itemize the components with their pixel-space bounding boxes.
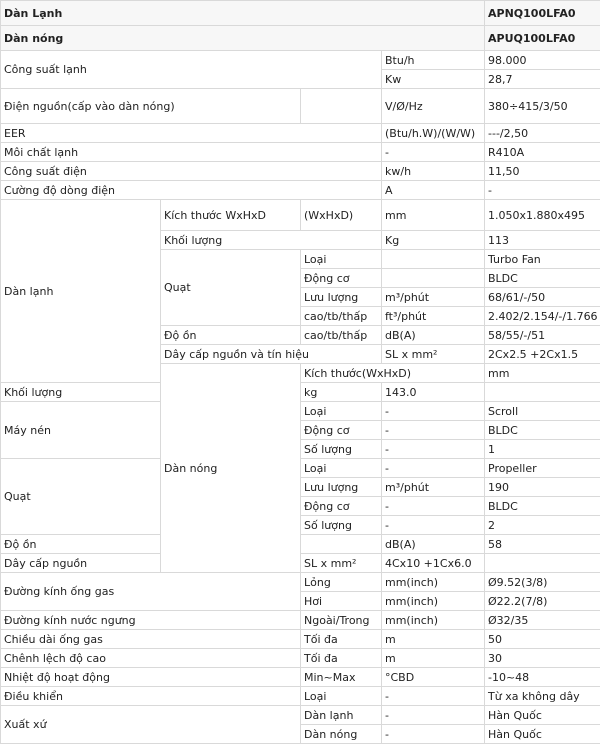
spec-cell: Kích thước WxHxD <box>161 200 301 231</box>
spec-cell: SL x mm² <box>301 554 382 573</box>
spec-cell: mm(inch) <box>382 592 485 611</box>
spec-cell: Số lượng <box>301 516 382 535</box>
spec-cell: 2 <box>485 516 600 535</box>
spec-row <box>1 611 600 630</box>
spec-row <box>1 181 600 200</box>
spec-cell: 11,50 <box>485 162 600 181</box>
spec-cell: ft³/phút <box>382 307 485 326</box>
spec-cell: Nhiệt độ hoạt động <box>1 668 301 687</box>
spec-cell: kg <box>301 383 382 402</box>
indoor-unit-label: Dàn Lạnh <box>1 1 485 26</box>
spec-row <box>1 162 600 181</box>
spec-cell: Kích thước(WxHxD) <box>301 364 485 383</box>
spec-cell: Chênh lệch độ cao <box>1 649 301 668</box>
spec-row <box>1 200 600 231</box>
spec-cell: Đường kính nước ngưng <box>1 611 301 630</box>
outdoor-unit-label: Dàn nóng <box>1 26 485 51</box>
spec-cell: Độ ồn <box>161 326 301 345</box>
spec-cell: Xuất xứ <box>1 706 301 744</box>
spec-cell: mm(inch) <box>382 611 485 630</box>
spec-cell: Dây cấp nguồn và tín hiệu <box>161 345 382 364</box>
spec-cell: °CBD <box>382 668 485 687</box>
spec-cell: Hơi <box>301 592 382 611</box>
spec-cell: Loại <box>301 402 382 421</box>
spec-cell: (WxHxD) <box>301 200 382 231</box>
spec-cell: Ø32/35 <box>485 611 600 630</box>
spec-cell: 2.402/2.154/-/1.766 <box>485 307 600 326</box>
spec-cell: Ø22.2(7/8) <box>485 592 600 611</box>
spec-cell: 2Cx2.5 +2Cx1.5 <box>485 345 600 364</box>
spec-cell: 4Cx10 +1Cx6.0 <box>382 554 485 573</box>
spec-cell: Kw <box>382 70 485 89</box>
spec-cell: Btu/h <box>382 51 485 70</box>
spec-cell: Công suất lạnh <box>1 51 382 89</box>
spec-cell: Scroll <box>485 402 600 421</box>
spec-cell: Tối đa <box>301 630 382 649</box>
spec-cell: 30 <box>485 649 600 668</box>
spec-cell: A <box>382 181 485 200</box>
spec-cell: Động cơ <box>301 421 382 440</box>
spec-cell: - <box>485 181 600 200</box>
spec-cell: - <box>382 459 485 478</box>
spec-cell: Điều khiển <box>1 687 301 706</box>
spec-cell: V/Ø/Hz <box>382 89 485 124</box>
spec-cell: Lưu lượng <box>301 288 382 307</box>
spec-cell: m <box>382 630 485 649</box>
spec-cell: Môi chất lạnh <box>1 143 382 162</box>
spec-cell: Máy nén <box>1 402 161 459</box>
spec-cell: Loại <box>301 250 382 269</box>
spec-cell: 143.0 <box>382 383 485 402</box>
spec-body <box>1 1 600 744</box>
spec-row <box>1 687 600 706</box>
spec-cell: - <box>382 706 485 725</box>
spec-cell: Loại <box>301 459 382 478</box>
spec-cell: Khối lượng <box>161 231 382 250</box>
spec-cell: Ø9.52(3/8) <box>485 573 600 592</box>
spec-cell: - <box>382 421 485 440</box>
spec-cell: Tối đa <box>301 649 382 668</box>
spec-cell: Min~Max <box>301 668 382 687</box>
spec-cell: 28,7 <box>485 70 600 89</box>
spec-cell: EER <box>1 124 382 143</box>
spec-cell: Hàn Quốc <box>485 706 600 725</box>
header-row-indoor <box>1 1 600 26</box>
spec-row <box>1 554 600 573</box>
spec-cell: - <box>382 516 485 535</box>
spec-cell: kw/h <box>382 162 485 181</box>
spec-cell: - <box>382 402 485 421</box>
spec-cell: 1.050x1.880x495 <box>485 200 600 231</box>
spec-cell: 68/61/-/50 <box>485 288 600 307</box>
spec-cell: cao/tb/thấp <box>301 307 382 326</box>
spec-row <box>1 383 600 402</box>
spec-cell: - <box>382 725 485 744</box>
spec-cell: ---/2,50 <box>485 124 600 143</box>
spec-cell: 190 <box>485 478 600 497</box>
spec-cell: 380÷415/3/50 <box>485 89 600 124</box>
spec-cell: Dàn nóng <box>301 725 382 744</box>
spec-cell: Động cơ <box>301 497 382 516</box>
spec-cell: 113 <box>485 231 600 250</box>
spec-cell: Lưu lượng <box>301 478 382 497</box>
spec-cell: BLDC <box>485 497 600 516</box>
spec-cell: 58 <box>485 535 600 554</box>
spec-cell: Khối lượng <box>1 383 301 402</box>
spec-cell: - <box>382 497 485 516</box>
spec-row <box>1 459 600 478</box>
spec-row <box>1 51 600 70</box>
spec-cell <box>382 250 485 269</box>
spec-cell: mm(inch) <box>382 573 485 592</box>
spec-cell: Turbo Fan <box>485 250 600 269</box>
spec-row <box>1 630 600 649</box>
spec-cell: SL x mm² <box>382 345 485 364</box>
spec-cell: Công suất điện <box>1 162 382 181</box>
spec-cell: BLDC <box>485 421 600 440</box>
spec-cell: - <box>382 440 485 459</box>
spec-cell <box>301 535 382 554</box>
spec-row <box>1 402 600 421</box>
spec-cell: Dàn lạnh <box>1 200 161 383</box>
spec-cell: Động cơ <box>301 269 382 288</box>
spec-cell: 58/55/-/51 <box>485 326 600 345</box>
spec-cell: Kg <box>382 231 485 250</box>
spec-row <box>1 535 600 554</box>
spec-row <box>1 649 600 668</box>
spec-cell: - <box>382 687 485 706</box>
spec-cell: 1 <box>485 440 600 459</box>
spec-cell: Chiều dài ống gas <box>1 630 301 649</box>
spec-cell: dB(A) <box>382 326 485 345</box>
spec-cell: m <box>382 649 485 668</box>
spec-cell: Propeller <box>485 459 600 478</box>
spec-row <box>1 143 600 162</box>
spec-cell <box>301 89 382 124</box>
spec-cell: Đường kính ống gas <box>1 573 301 611</box>
spec-cell: Từ xa không dây <box>485 687 600 706</box>
spec-cell: Dây cấp nguồn <box>1 554 301 573</box>
spec-cell: m³/phút <box>382 288 485 307</box>
spec-cell: R410A <box>485 143 600 162</box>
spec-cell: - <box>382 143 485 162</box>
spec-cell: Dàn nóng <box>161 364 301 573</box>
spec-cell: Hàn Quốc <box>485 725 600 744</box>
spec-cell: -10~48 <box>485 668 600 687</box>
spec-row <box>1 89 600 124</box>
spec-cell: Điện nguồn(cấp vào dàn nóng) <box>1 89 301 124</box>
spec-row <box>1 706 600 725</box>
spec-cell: 50 <box>485 630 600 649</box>
spec-cell: (Btu/h.W)/(W/W) <box>382 124 485 143</box>
spec-cell: Lỏng <box>301 573 382 592</box>
spec-cell: Dàn lạnh <box>301 706 382 725</box>
spec-cell: Quạt <box>161 250 301 326</box>
spec-cell: 98.000 <box>485 51 600 70</box>
spec-cell: mm <box>382 200 485 231</box>
spec-cell: Loại <box>301 687 382 706</box>
spec-cell: Ngoài/Trong <box>301 611 382 630</box>
spec-cell: m³/phút <box>382 478 485 497</box>
header-row-outdoor <box>1 26 600 51</box>
spec-cell: cao/tb/thấp <box>301 326 382 345</box>
spec-cell: Quạt <box>1 459 161 535</box>
spec-cell: mm <box>485 364 600 383</box>
spec-cell: dB(A) <box>382 535 485 554</box>
spec-cell: Số lượng <box>301 440 382 459</box>
spec-cell: Cường độ dòng điện <box>1 181 382 200</box>
spec-row <box>1 124 600 143</box>
outdoor-model: APUQ100LFA0 <box>485 26 600 51</box>
spec-cell <box>382 269 485 288</box>
indoor-model: APNQ100LFA0 <box>485 1 600 26</box>
spec-cell: Độ ồn <box>1 535 161 554</box>
spec-cell: BLDC <box>485 269 600 288</box>
spec-row <box>1 668 600 687</box>
spec-row <box>1 573 600 592</box>
